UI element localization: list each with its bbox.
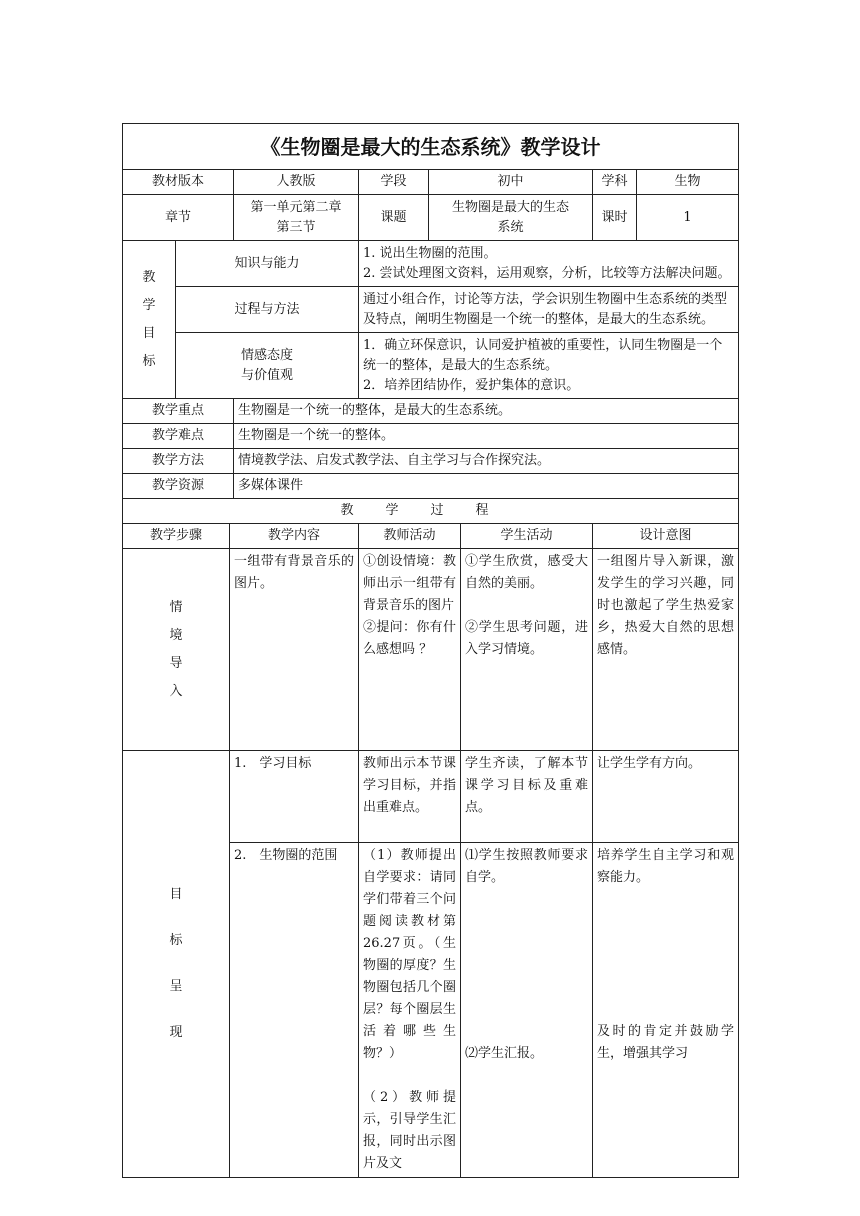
teacher-activity-2: ②提问：你有什么感想吗 ？ [363, 620, 456, 657]
student-activity-2: ②学生思考问题，进入学习情境。 [465, 620, 588, 657]
process-method-text: 通过小组合作，讨论等方法，学会识别生物圈中生态系统的类型及特点，阐明生物圈是一个统一的整体，是最大的生态系统。 [359, 287, 739, 333]
scope-student [461, 843, 593, 1178]
edition-label: 教材版本 [123, 170, 234, 195]
step-situation-teacher [359, 549, 461, 751]
goals-content: 1. 学习目标 [230, 751, 359, 843]
emotion-label [176, 333, 359, 399]
subject-value: 生物 [637, 170, 739, 195]
subject-label: 学科 [593, 170, 637, 195]
difficulty-label: 教学难点 [123, 424, 234, 449]
resource-label: 教学资源 [123, 474, 234, 499]
step-char: 呈 [169, 979, 183, 994]
step-situation-label [123, 549, 230, 751]
process-method-label: 过程与方法 [176, 287, 359, 333]
student-activity-1: ①学生欣赏，感受大自然的美丽。 [465, 554, 588, 591]
step-char: 标 [169, 933, 183, 948]
topic-label: 课题 [359, 195, 429, 241]
goals-char: 学 [142, 297, 156, 313]
emotion-label-line-1: 情感态度 [240, 347, 293, 363]
teacher-activity-1: ①创设情境：教师出示一组带有背景音乐的图片 [363, 554, 456, 613]
step-situation-student [461, 549, 593, 751]
goals-teacher: 教师出示本节课学习目标，并指出重难点。 [359, 751, 461, 843]
emotion-text [359, 333, 739, 399]
chapter-line-2: 第三节 [276, 219, 316, 235]
process-header: 教学过程 [123, 499, 739, 524]
scope-intent-1: 培养学生自主学习和观察能力。 [597, 848, 734, 885]
column-step: 教学步骤 [123, 524, 230, 549]
goals-student: 学生齐读，了解本节课学习目标及重难点。 [461, 751, 593, 843]
emotion-label-line-2: 与价值观 [240, 367, 293, 383]
chapter-line-1: 第一单元第二章 [250, 199, 342, 215]
key-point-label: 教学重点 [123, 399, 234, 424]
goals-char: 标 [142, 353, 156, 369]
resource-text: 多媒体课件 [234, 474, 739, 499]
knowledge-item-1: 1. 说出生物圈的范围。 [363, 245, 497, 261]
step-char: 现 [169, 1025, 183, 1040]
step-char: 导 [169, 655, 183, 671]
lesson-plan-table [122, 123, 739, 1178]
scope-teacher-1: （1）教师提出自学要求：请同学们带着三个问题阅读教材第 26.27页。（生物圈的厚度？生物圈包括几个圈层？每个圈层生活着哪些生物？） [363, 848, 456, 1061]
emotion-item-2: 2．培养团结协作，爱护集体的意识。 [363, 377, 580, 393]
document-title: 《生物圈是最大的生态系统》教学设计 [123, 124, 739, 170]
key-point-text: 生物圈是一个统一的整体，是最大的生态系统。 [234, 399, 739, 424]
column-student: 学生活动 [461, 524, 593, 549]
column-content: 教学内容 [230, 524, 359, 549]
topic-line-2: 系统 [497, 219, 524, 235]
scope-student-2: ⑵学生汇报。 [465, 1046, 544, 1061]
method-text: 情境教学法、启发式教学法、自主学习与合作探究法。 [234, 449, 739, 474]
topic-value [429, 195, 593, 241]
scope-student-1: ⑴学生按照教师要求自学。 [465, 848, 588, 885]
stage-value: 初中 [429, 170, 593, 195]
chapter-value [234, 195, 359, 241]
knowledge-text [359, 241, 739, 287]
emotion-item-1: 1．确立环保意识，认同爱护植被的重要性，认同生物圈是一个统一的整体，是最大的生态系统。 [363, 337, 723, 373]
knowledge-item-2: 2. 尝试处理图文资料，运用观察，分析，比较等方法解决问题。 [363, 265, 731, 281]
step-char: 目 [169, 887, 183, 902]
knowledge-label: 知识与能力 [176, 241, 359, 287]
hours-label: 课时 [593, 195, 637, 241]
chapter-label: 章节 [123, 195, 234, 241]
goals-intent: 让学生学有方向。 [593, 751, 739, 843]
column-intent: 设计意图 [593, 524, 739, 549]
stage-label: 学段 [359, 170, 429, 195]
step-char: 情 [169, 599, 183, 615]
column-teacher: 教师活动 [359, 524, 461, 549]
step-situation-content: 一组带有背景音乐的图片。 [230, 549, 359, 751]
edition-value: 人教版 [234, 170, 359, 195]
goals-label [123, 241, 176, 399]
goals-char: 目 [142, 325, 156, 341]
scope-intent [593, 843, 739, 1178]
difficulty-text: 生物圈是一个统一的整体。 [234, 424, 739, 449]
scope-intent-2: 及时的肯定并鼓励学生，增强其学习 [597, 1024, 734, 1061]
goals-char: 教 [142, 269, 156, 285]
step-situation-intent: 一组图片导入新课，激发学生的学习兴趣，同时也激起了学生热爱家乡，热爱大自然的思想感情。 [593, 549, 739, 751]
topic-line-1: 生物圈是最大的生态 [451, 199, 569, 215]
scope-teacher [359, 843, 461, 1178]
lesson-plan [122, 123, 738, 1178]
method-label: 教学方法 [123, 449, 234, 474]
scope-content: 2. 生物圈的范围 [230, 843, 359, 1178]
step-char: 境 [169, 627, 183, 643]
step-goals-label [123, 751, 230, 1178]
scope-teacher-2: （2）教师提示，引导学生汇报，同时出示图片及文 [363, 1090, 456, 1171]
step-char: 入 [169, 683, 183, 699]
hours-value: 1 [637, 195, 739, 241]
